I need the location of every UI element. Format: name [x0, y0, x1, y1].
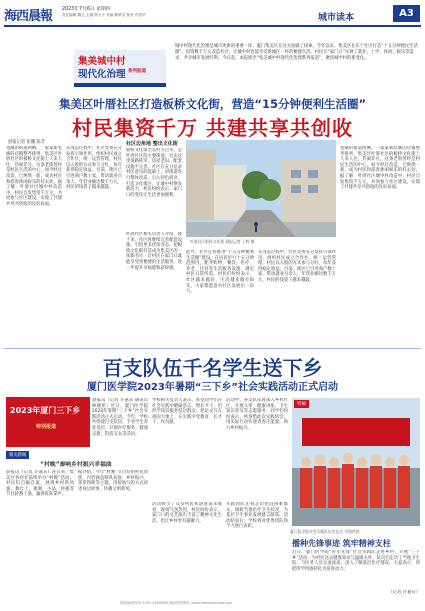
article3-col2: 据介绍，今年“村晚”节目均由村民原创，内容涵盖移风易俗、乡村振兴、邻里和睦等主题，用接地气的方式讲述身边故事，传播文明新风。 [78, 470, 148, 492]
article2-col4: 实践团队还将走访慰问困难群众，调研当地医疗卫生状况，为基层卫生事业发展建言献策。活动结束后，学校将对优秀团队和个人进行表彰。 [226, 502, 288, 530]
masthead [0, 0, 425, 28]
article1-col2: 板桥文化街全长约五百米，是叶厝社区的主要街道。过去这里道路狭窄，房屋老旧，配套设施不完善。社区在充分征求村民意见的基础上，对街道进行整体改造，引入特色商业，打造文化街区，让城中村焕发新活力。村民纷纷表示，家门口的变化让生活更加便利。 [126, 148, 182, 198]
team-photo [292, 398, 420, 526]
article3-col3: 活动吸引了众多村民和游客前来观看，现场气氛热烈。村民纷纷表示，家门口的文艺演出丰富了精神文化生活，也让乡村更有凝聚力。 [152, 502, 222, 524]
article3-col1: 晨报讯（记者 许嘉宾）连日来，集美区各村社陆续举办“村晚”活动，村民们自编自演，展现乡村新风貌。舞台上，歌舞、小品、快板等节目轮番上演，赢得阵阵掌声。 [6, 470, 74, 498]
side-author: （记者 许嘉宾） [388, 590, 420, 595]
newspaper-logo: 海西晨報 [4, 9, 53, 24]
sanxiaxiang-banner-text: 2023年厦门三下乡 [10, 406, 81, 415]
related-news-tag: 相关新闻 [6, 451, 29, 459]
side-text: 近日，厦门医学院“青年先锋”社会实践队走进乡村，开展“三下乡”活动，为村民送去健康知识与温暖关怀。队员们走访了当地卫生院，与医务人员交流座谈，深入了解基层医疗情况。大家表示，将把所学所感转化为前进动力。 [292, 550, 420, 572]
article1-col2-title: 社区边角地 整出文化街 [126, 141, 178, 147]
street-photo [186, 140, 336, 237]
article2-headline: 百支队伍千名学生送下乡 [102, 356, 323, 380]
sanxiaxiang-banner [6, 397, 90, 447]
street-photo-image [186, 140, 336, 237]
article1-headline: 村民集资千万 共建共享共创收 [72, 116, 353, 140]
editor-credits: 责任编辑 魏立 主编 杨小子 美编 赖梦洁 校对 许碧华 [62, 13, 146, 17]
header-rule [4, 25, 421, 27]
article1-col1: 宽敞的街道两侧，一家家新装修的店铺整齐排列，集美区叶厝社区的板桥文化街上人来人往，热闹非凡。这条老街曾经是村民生活的中心，如今经过改造，已焕然一新，成为村民和游客休闲娱乐的好去处。据了解，叶厝社区城中村改造中，村民自发集资千万元，共同参与社区建设，实现了共建共享共创收的良好局面。 [6, 146, 62, 207]
series-intro: 城中村现代化治理是城市更新的重要一环，厦门集美区在这方面做了探索。今年以来，集美区在东宁社区打造“十五分钟便民生活圈”，投资数千万元改造社区，让城中村也能享受新城区一样的便捷生活。村民在“家门口”实现了就业、上学、休闲、娱乐等需求，共享城市发展红利。今日起，本报推出“集美城中村现代化治理系列报道”，聚焦城中村的新变化。 [175, 44, 418, 61]
sanxiaxiang-banner-sub: 特别报道 [36, 424, 57, 430]
article2-subhead: 厦门医学院2023年暑期“三下乡”社会实践活动正式启动 [87, 382, 338, 393]
team-photo-caption: 厦门医学院社会实践队出发仪式 学校供图 [290, 529, 360, 534]
section-divider [4, 348, 421, 349]
issue-date: 2023年7月6日 星期四 [62, 7, 111, 12]
article1-col1b: 在改造过程中，社区党委充分发挥引领作用，组织村民成立合作社，统一运营管理。村民以入股的方式参与分红，每年获得稳定收益。目前，街区已引进商户数十家，带动就业百余人，年营业额达数千万元，村民的钱袋子越来越鼓。 [66, 146, 122, 191]
article3-headline: “村晚”秦响乡村振兴幸福曲 [40, 462, 112, 468]
side-title: 播种先锋事迹 筑牢精神支柱 [292, 539, 391, 548]
side-tag: 特稿 [294, 400, 309, 408]
page-number: A3 [393, 5, 420, 22]
street-photo-caption: 叶厝社区板桥文化街 晨报记者 王辉 摄 [190, 239, 255, 244]
article1-subhead: 集美区叶厝社区打造板桥文化街，营造“15分钟便利生活圈” [58, 97, 367, 111]
banner-tag: 系列报道 [128, 69, 146, 74]
article2-col3: 活动中，各支队伍将深入乡村社区，开展义诊、健康讲座、卫生知识普及等志愿服务。同学们纷纷表示，将珍惜此次实践机会，用实际行动传递青春正能量，助力乡村振兴。 [226, 398, 288, 431]
article1-col2b: 叶厝社区相关负责人介绍，接下来，社区将继续完善配套设施，引进更多优质业态，把板桥文化街打造成为集美区的一张新名片，让村民在家门口就能享受到便捷的生活服务，进一步提升幸福感和获得感。 [126, 232, 182, 271]
section-title: 城市读本 [318, 13, 355, 23]
article1-byline: 晨报记者 张鹏 陈芳 [8, 140, 46, 145]
article2-col2: 学校相关负责人表示，希望同学们在社会实践中磨砺意志，增长才干，用所学知识服务基层群众，把论文写在祖国大地上，在实践中受教育、长才干、作贡献。 [152, 398, 222, 426]
banner-line1: 集美城中村 [78, 56, 126, 67]
footer-text: 晨报新闻热线 0592-5558888 海西晨报网站 www.haixichenbao.com [120, 601, 233, 605]
article1-col3: 此外，社区还将推进“十五分钟便利生活圈”建设，在居民步行十五分钟范围内，配齐购物、餐饮、医疗、养老、托育等生活服务设施，满足村民日常所需。村民们纷纷表示，社区越来越好，生活越来越有盼头，大家都愿意为社区发展出一份力。 [186, 250, 254, 295]
article1-col5: 宽敞的街道两侧，一家家新装修的店铺整齐排列，集美区叶厝社区的板桥文化街上人来人往，热闹非凡。这条老街曾经是村民生活的中心，如今经过改造，已焕然一新，成为村民和游客休闲娱乐的好去处。据了解，叶厝社区城中村改造中，村民自发集资千万元，共同参与社区建设，实现了共建共享共创收的良好局面。 [340, 146, 420, 191]
series-banner [74, 50, 166, 87]
article2-col1: 晨报讯（记者 许嘉宾 通讯员 林晓彤）近日，厦门医学院2023年暑期“三下乡”社会实践活动正式启动。今年，学校共组建百支队伍，千名学生奔赴基层，开展医疗服务、健康宣教、科技支农等活动。 [92, 398, 148, 437]
team-photo-image [292, 398, 420, 526]
article1-col4: 在改造过程中，社区党委充分发挥引领作用，组织村民成立合作社，统一运营管理。村民以入股的方式参与分红，每年获得稳定收益。目前，街区已引进商户数十家，带动就业百余人，年营业额达数千万元，村民的钱袋子越来越鼓。 [258, 250, 336, 283]
banner-line2: 现代化治理 [78, 69, 126, 80]
